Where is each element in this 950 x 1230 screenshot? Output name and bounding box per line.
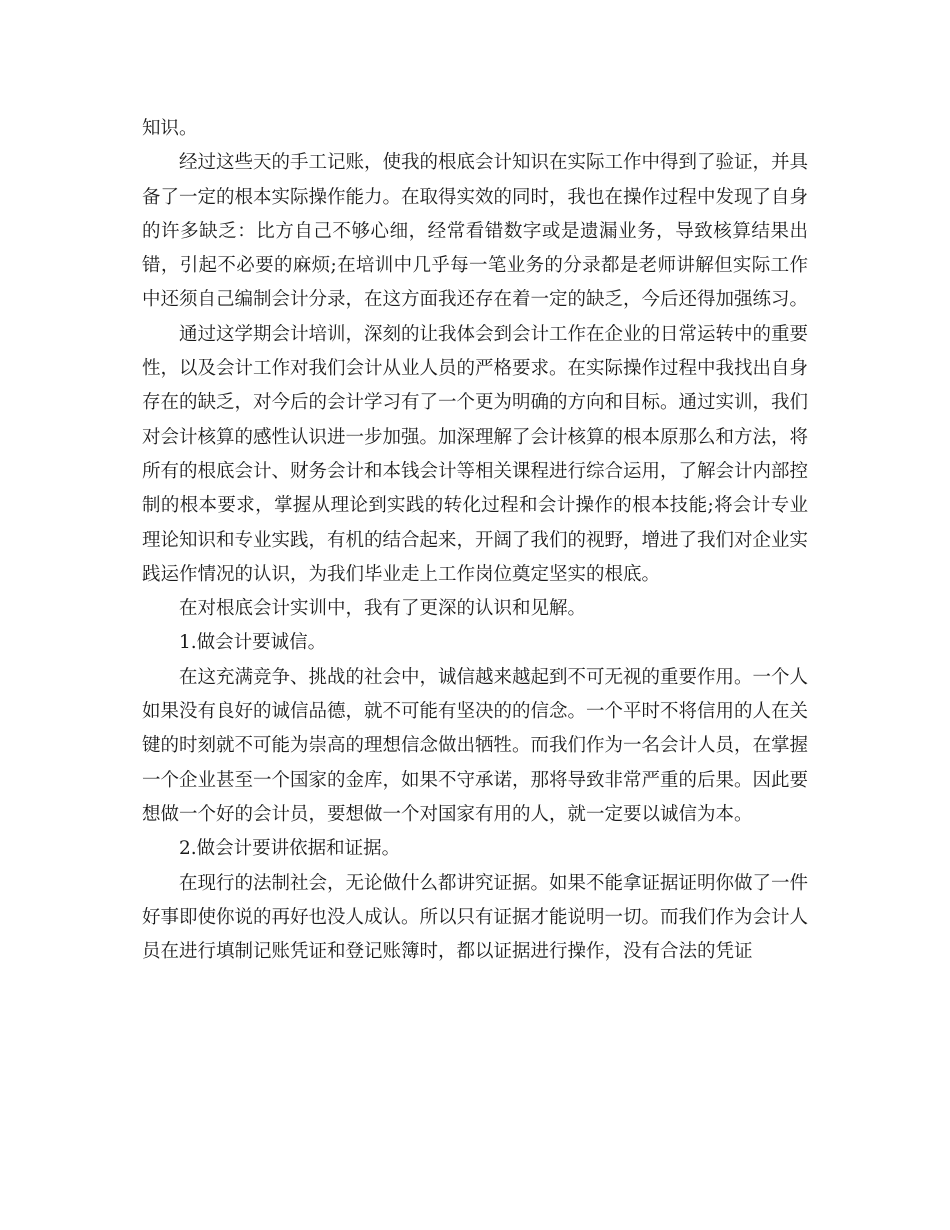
document-body (142, 112, 808, 969)
paragraph-3: 通过这学期会计培训，深刻的让我体会到会计工作在企业的日常运转中的重要性，以及会计工作对我们会计从业人员的严格要求。在实际操作过程中我找出自身存在的缺乏，对今后的会计学习有了一个更为明确的方向和目标。通过实训，我们对会计核算的感性认识进一步加强。加深理解了会计核算的根本原那么和方法，将所有的根底会计、财务会计和本钱会计等相关课程进行综合运用，了解会计内部控制的根本要求，掌握从理论到实践的转化过程和会计操作的根本技能;将会计专业理论知识和专业实践，有机的结合起来，开阔了我们的视野，增进了我们对企业实践运作情况的认识，为我们毕业走上工作岗位奠定坚实的根底。 (142, 323, 809, 585)
heading-1-integrity: 1.做会计要诚信。 (179, 632, 327, 654)
paragraph-1: 知识。 (142, 118, 198, 139)
heading-2-evidence: 2.做会计要讲依据和证据。 (179, 838, 401, 860)
paragraph-4: 在对根底会计实训中，我有了更深的认识和见解。 (179, 598, 587, 620)
paragraph-2: 经过这些天的手工记账，使我的根底会计知识在实际工作中得到了验证，并具备了一定的根本实际操作能力。在取得实效的同时，我也在操作过程中发现了自身的许多缺乏：比方自己不够心细，经常看错数字或是遗漏业务，导致核算结果出错，引起不必要的麻烦;在培训中几乎每一笔业务的分录都是老师讲解但实际工作中还须自己编制会计分录，在这方面我还存在着一定的缺乏，今后还得加强练习。 (142, 152, 809, 311)
paragraph-5: 在这充满竞争、挑战的社会中，诚信越来越起到不可无视的重要作用。一个人如果没有良好的诚信品德，就不可能有坚决的的信念。一个平时不将信用的人在关键的时刻就不可能为崇高的理想信念做出牺牲。而我们作为一名会计人员，在掌握一个企业甚至一个国家的金库，如果不守承诺，那将导致非常严重的后果。因此要想做一个好的会计员，要想做一个对国家有用的人，就一定要以诚信为本。 (142, 666, 809, 825)
paragraph-6: 在现行的法制社会，无论做什么都讲究证据。如果不能拿证据证明你做了一件好事即使你说的再好也没人成认。所以只有证据才能说明一切。而我们作为会计人员在进行填制记账凭证和登记账簿时，都以证据进行操作，没有合法的凭证 (142, 872, 809, 963)
